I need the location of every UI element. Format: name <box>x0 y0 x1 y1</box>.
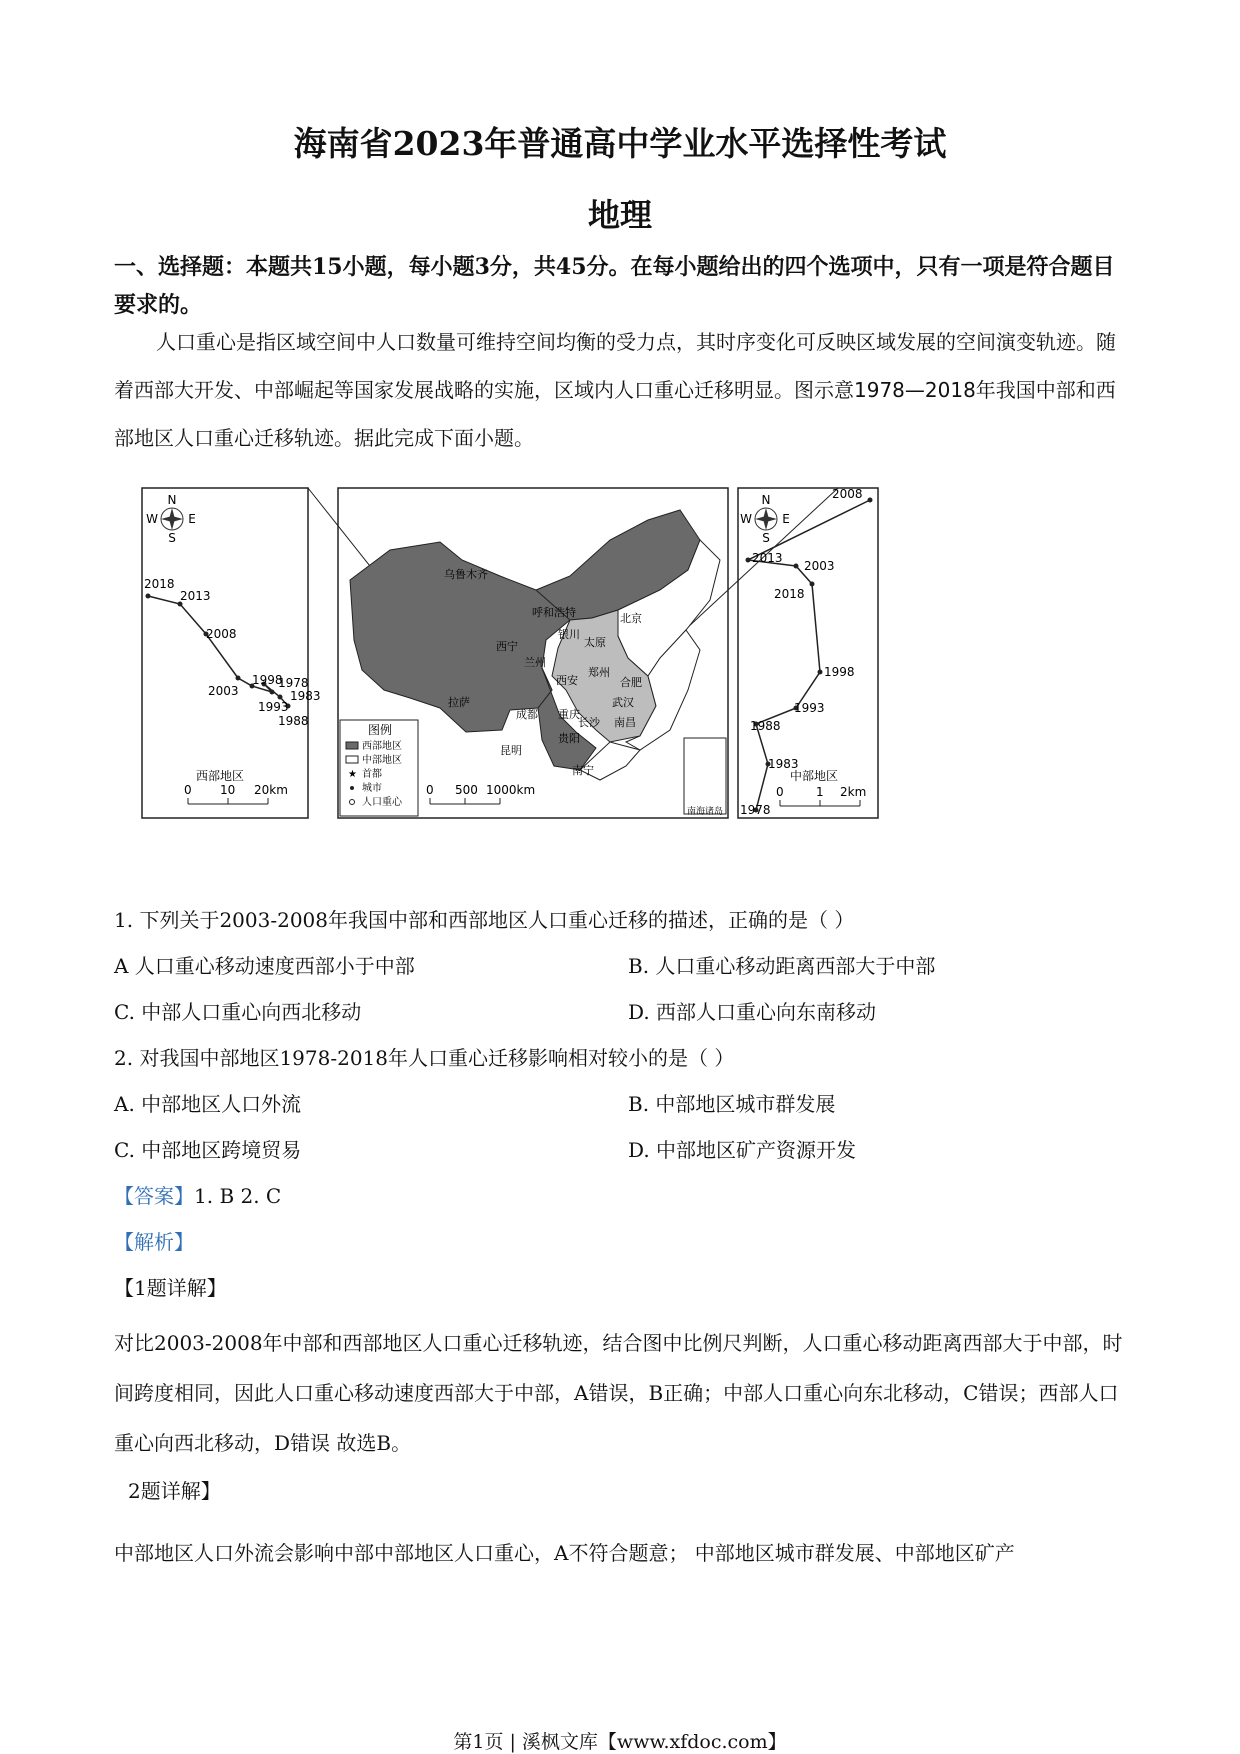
svg-text:S: S <box>762 531 770 545</box>
central-year: 1983 <box>768 757 799 771</box>
svg-text:W: W <box>740 512 752 526</box>
city-label: 成都 <box>516 708 538 721</box>
central-year: 1978 <box>740 803 771 817</box>
city-label: 昆明 <box>500 744 522 757</box>
detail-1-text: 对比2003-2008年中部和西部地区人口重心迁移轨迹，结合图中比例尺判断，人口重心移动距离西部大于中部，时间跨度相同，因此人口重心移动速度西部大于中部，A错误，B正确；中部人口重心向东北移动，C错误；西部人口重心向西北移动，D错误 故选B。 <box>114 1331 1123 1455</box>
analysis-label: 【解析】 <box>114 1230 194 1254</box>
compass-n: N <box>167 493 177 507</box>
central-year: 2013 <box>752 551 783 565</box>
city-label: 呼和浩特 <box>532 606 576 619</box>
svg-text:0: 0 <box>184 783 192 797</box>
detail-1-heading: 【1题详解】 <box>114 1276 227 1300</box>
central-year: 1998 <box>824 665 855 679</box>
city-label: 乌鲁木齐 <box>444 568 488 581</box>
west-panel-title: 西部地区 <box>196 769 245 783</box>
svg-text:1: 1 <box>816 785 824 799</box>
inset-label: 南海诸岛 <box>687 807 724 817</box>
city-label: 西安 <box>556 674 578 687</box>
west-year: 1983 <box>290 689 321 703</box>
city-label: 重庆 <box>558 708 580 721</box>
q2-option-d[interactable]: D. 中部地区矿产资源开发 <box>628 1138 857 1162</box>
answer-line <box>114 1181 281 1211</box>
west-year: 1988 <box>278 714 309 728</box>
detail-2-text: 中部地区人口外流会影响中部中部地区人口重心，A不符合题意； 中部地区城市群发展、中部地区矿产 <box>114 1541 1015 1565</box>
west-year: 2013 <box>180 589 211 603</box>
svg-text:人口重心: 人口重心 <box>362 797 402 808</box>
svg-text:E: E <box>782 512 790 526</box>
city-label: 南宁 <box>572 764 594 777</box>
compass-s: S <box>168 531 176 545</box>
city-label: 合肥 <box>620 676 642 689</box>
central-panel-title: 中部地区 <box>790 769 839 783</box>
central-year: 2003 <box>804 559 835 573</box>
svg-text:城市: 城市 <box>362 783 382 794</box>
q2-option-c[interactable]: C. 中部地区跨境贸易 <box>114 1138 302 1162</box>
q1-option-d[interactable]: D. 西部人口重心向东南移动 <box>628 1000 877 1024</box>
answer-label: 【答案】 <box>114 1184 194 1208</box>
svg-text:10: 10 <box>220 783 236 797</box>
city-label: 西宁 <box>496 640 518 653</box>
svg-text:N: N <box>761 493 771 507</box>
svg-text:西部地区: 西部地区 <box>362 741 402 752</box>
compass-west <box>146 493 196 545</box>
svg-text:中部地区: 中部地区 <box>362 755 402 766</box>
q2-option-b[interactable]: B. 中部地区城市群发展 <box>628 1092 836 1116</box>
detail-2-heading: 2题详解】 <box>128 1479 221 1503</box>
west-scale <box>184 783 288 804</box>
subject-title: 地理 <box>587 196 652 234</box>
west-year: 1993 <box>258 700 289 714</box>
q1-option-c[interactable]: C. 中部人口重心向西北移动 <box>114 1000 362 1024</box>
west-year: 1978 <box>278 676 309 690</box>
city-label: 兰州 <box>524 656 546 669</box>
q2-option-a[interactable]: A. 中部地区人口外流 <box>114 1092 302 1116</box>
page-footer: 第1页 | 溪枫文库【www.xfdoc.com】 <box>453 1731 787 1753</box>
svg-text:20km: 20km <box>254 783 288 797</box>
q1-option-a[interactable]: A 人口重心移动速度西部小于中部 <box>114 954 415 978</box>
west-year: 2008 <box>206 627 237 641</box>
svg-text:2km: 2km <box>840 785 867 799</box>
compass-central <box>740 493 790 545</box>
compass-e: E <box>188 512 196 526</box>
map-scale <box>426 783 535 804</box>
question-1-stem: 1. 下列关于2003-2008年我国中部和西部地区人口重心迁移的描述，正确的是（ ） <box>114 908 855 932</box>
city-label: 武汉 <box>612 696 634 709</box>
svg-text:★: ★ <box>348 769 357 780</box>
svg-text:0: 0 <box>776 785 784 799</box>
q1-option-b[interactable]: B. 人口重心移动距离西部大于中部 <box>628 954 936 978</box>
west-year: 2003 <box>208 684 239 698</box>
city-label: 郑州 <box>588 666 610 679</box>
central-year: 1988 <box>750 719 781 733</box>
svg-text:首都: 首都 <box>362 769 382 780</box>
city-label: 银川 <box>558 628 580 641</box>
city-label: 拉萨 <box>448 696 470 709</box>
west-year: 2018 <box>144 577 175 591</box>
central-year: 1993 <box>794 701 825 715</box>
answer-text: 1. B 2. C <box>194 1184 282 1208</box>
central-year: 2018 <box>774 587 805 601</box>
population-centroid-figure <box>140 480 940 850</box>
city-label: 长沙 <box>578 716 600 729</box>
page-title: 海南省2023年普通高中学业水平选择性考试 <box>293 124 947 163</box>
city-label: 太原 <box>584 636 606 649</box>
section-heading: 一、选择题：本题共15小题，每小题3分，共45分。在每小题给出的四个选项中，只有一项是符合题目要求的。 <box>114 254 1115 318</box>
svg-text:500: 500 <box>455 783 478 797</box>
city-label: 北京 <box>620 612 642 625</box>
map-legend <box>340 720 418 816</box>
svg-text:1000km: 1000km <box>486 783 536 797</box>
svg-text:0: 0 <box>426 783 434 797</box>
central-scale <box>776 785 866 806</box>
intro-paragraph: 人口重心是指区域空间中人口数量可维持空间均衡的受力点，其时序变化可反映区域发展的空间演变轨迹。随着西部大开发、中部崛起等国家发展战略的实施，区域内人口重心迁移明显。图示意1978—2018年我国中部和西部地区人口重心迁移轨迹。据此完成下面小题。 <box>114 330 1116 450</box>
city-label: 贵阳 <box>558 732 580 745</box>
compass-w: W <box>146 512 158 526</box>
central-year: 2008 <box>832 487 863 501</box>
west-year: 1998 <box>252 673 283 687</box>
svg-text:图例: 图例 <box>368 723 393 737</box>
city-label: 南昌 <box>614 716 636 729</box>
question-2-stem: 2. 对我国中部地区1978-2018年人口重心迁移影响相对较小的是（ ） <box>114 1046 735 1070</box>
